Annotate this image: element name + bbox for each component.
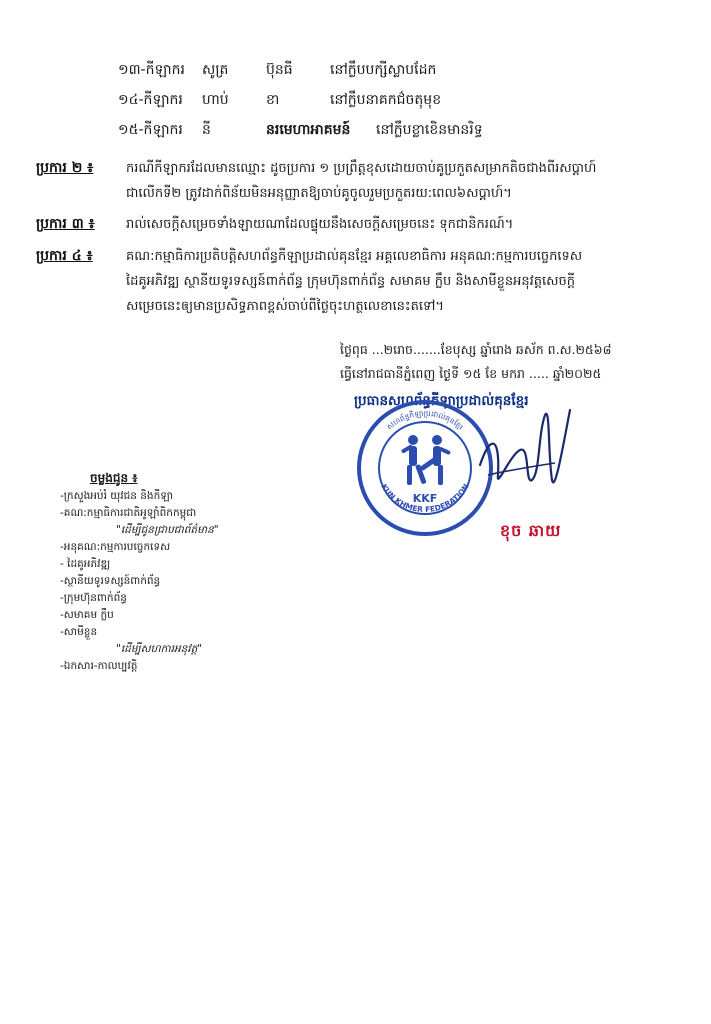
cc-item: -ក្រសួងអប់រំ យុវជន និងកីឡា — [60, 490, 174, 502]
fighter-nickname: ប៊ុនធី — [266, 62, 293, 78]
fighter-club: នៅក្លឹបនាគកជ៌ចតុមុខ — [330, 92, 442, 108]
article-label: ប្រការ ២ ៖ — [36, 160, 94, 176]
cc-item: -ឯកសារ-កាលប្បវត្តិ — [60, 660, 138, 672]
cc-item: -ស្ថានីយទូរទស្សន៍ពាក់ព័ន្ធ — [60, 575, 161, 587]
fighter-nickname: ខា — [266, 92, 280, 108]
fighter-number: ១៤-កីឡាករ — [118, 92, 183, 108]
cc-item: -សាមីខ្លួន — [60, 626, 98, 638]
seal-text-bottom: KUN KHMER FEDERATION — [379, 482, 471, 515]
article-line: គណ:កម្មាធិការប្រតិបត្តិសហព័ន្ធកីឡាប្រដាល់គុនខ្មែរ អគ្គលេខាធិការ អនុគណ:កម្មការបច្ចេកទេស — [126, 249, 583, 264]
article-text — [126, 212, 676, 237]
article-line: រាល់សេចក្តីសម្រេចទាំងឡាយណាដែលផ្ទុយនឹងសេចក្តីសម្រេចនេះ ទុកជានិករណ៍។ — [126, 217, 514, 232]
fighter-club: នៅក្លឹបបក្សីស្លាបដែក — [330, 62, 437, 78]
cc-title: ចម្លងជូន ៖ — [90, 471, 138, 485]
cc-item: -ក្រុមហ៊ុនពាក់ព័ន្ធ — [60, 592, 127, 604]
fighter-number: ១៣-កីឡាករ — [118, 62, 185, 78]
article-line: សម្រេចនេះឲ្យមានប្រសិទ្ធភាពខ្ពស់ចាប់ពីថ្ងៃចុះហត្ថលេខានេះតទៅ។ — [126, 299, 444, 314]
article-text — [126, 156, 676, 206]
signer-name: ខុច ឆាយ — [500, 521, 562, 540]
solar-date: ធ្វើនៅរាជធានីភ្នំពេញ ថ្ងៃទី ១៥ ខែ មករា ..... ឆ្នាំ២០២៥ — [340, 366, 602, 381]
cc-item: -អនុគណ:កម្មការបច្ចេកទេស — [60, 541, 171, 553]
fighter-number: ១៥-កីឡាករ — [118, 122, 183, 138]
fighter-club: នៅក្លឹបខ្លាខេិនមានរិទ្ធ — [376, 122, 483, 138]
cc-item: -គណ:កម្មាធិការជាតិអូឡាំពិកកម្ពុជា — [60, 507, 197, 519]
fighter-nickname: នរមេហាអាគមន៍ — [266, 122, 351, 138]
seal-abbrev: KKF — [412, 492, 438, 505]
article-line: ដៃគូអភិវឌ្ឍ ស្ថានីយទូរទស្សន៍ពាក់ព័ន្ធ ក្រុមហ៊ុនពាក់ព័ន្ធ សមាគម ក្លឹប និងសាមីខ្លួនអនុវត្តសេចក្តី — [126, 274, 576, 289]
signatory-title: ប្រធានសហព័ន្ធកីឡាប្រដាល់គុនខ្មែរ — [354, 393, 529, 409]
fighter-name: ហាប់ — [202, 92, 229, 108]
seal-text-top: សហព័ន្ធកីឡាប្រដាល់គុនខ្មែរ — [384, 408, 466, 432]
lunar-date: ថ្ងៃពុធ ...២រោច.......ខែបុស្ស ឆ្នាំរោង ឆស័ក ព.ស.២៥៦៨ — [340, 342, 612, 357]
fighter-name: សូត្រ — [202, 62, 229, 78]
cc-note: "ដើម្បីជូនជ្រាបជាព័ត៌មាន" — [116, 524, 219, 536]
article-line: ករណីកីឡាករដែលមានឈ្មោះ ដូចប្រការ ១ ប្រព្រឹត្តខុសដោយចាប់គូប្រកួតសម្រាកតិចជាងពីរសប្តាហ៍ — [126, 161, 597, 176]
cc-item: - ដៃគូអភិវឌ្ឍ — [60, 558, 111, 570]
article-text — [126, 244, 676, 319]
handwritten-signature — [470, 395, 580, 505]
article-label: ប្រការ ៣ ៖ — [36, 216, 95, 232]
fighter-name: នី — [202, 122, 211, 138]
fighters-emblem-icon — [401, 435, 451, 485]
cc-note: "ដើម្បីសហការអនុវត្ត" — [116, 643, 203, 655]
article-label: ប្រការ ៤ ៖ — [36, 248, 93, 264]
cc-item: -សមាគម ក្លឹប — [60, 609, 114, 621]
article-line: ជាលើកទី២ ត្រូវដាក់ពិន័យមិនអនុញ្ញាតឱ្យចាប់គូចូលរួមប្រកួតរយ:ពេល៦សប្តាហ៍។ — [126, 186, 512, 201]
